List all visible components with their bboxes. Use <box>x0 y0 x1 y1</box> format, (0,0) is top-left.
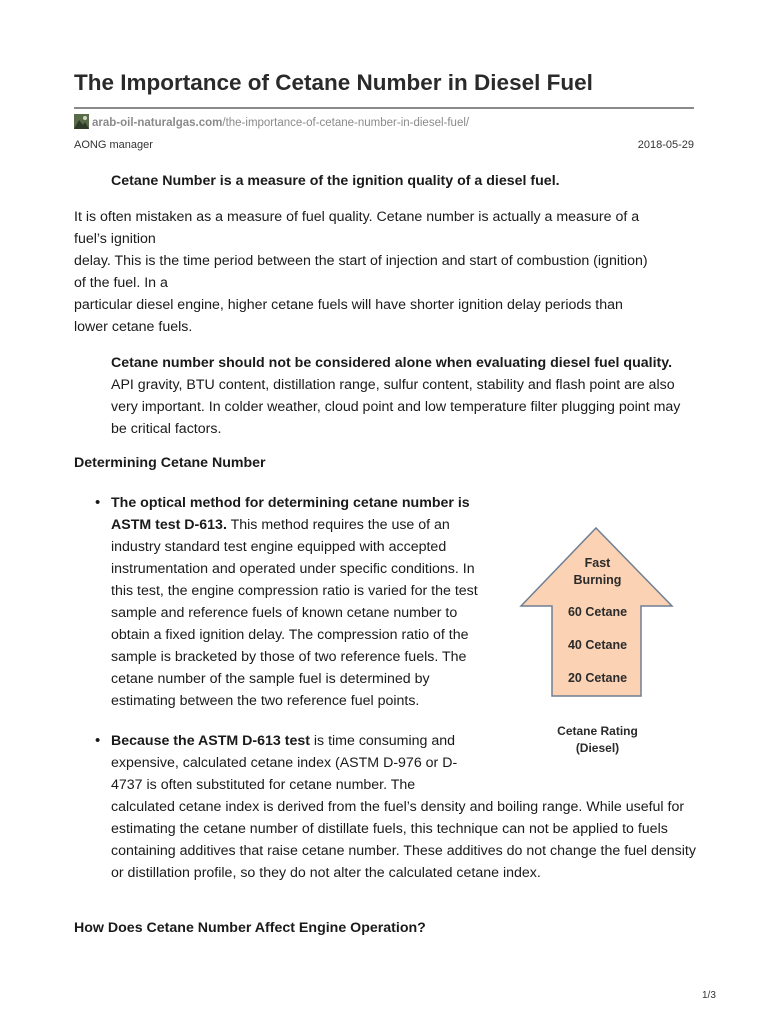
lead-paragraph: Cetane Number is a measure of the ignition quality of a diesel fuel. <box>111 173 560 189</box>
figure-label-burning: Burning <box>573 573 622 587</box>
section-heading-determining: Determining Cetane Number <box>74 455 266 471</box>
bullet-text: This method requires the use of an industry standard test engine equipped with accepted instrumentation and operated under specific conditions. In this test, the engine compression ratio is varied for the test sample and reference fuels of known cetane number to obtain a fixed ignition delay. The compression ratio of the sample is bracketed by those of two reference fuels. The cetane number of the sample fuel is determined by estimating between the two reference fuel points. <box>111 517 478 709</box>
quality-paragraph-text: API gravity, BTU content, distillation range, sulfur content, stability and flash point are also very important. In colder weather, cloud point and low temperature filter plugging point may be critical factors. <box>111 377 681 437</box>
figure-level-60: 60 Cetane <box>567 605 628 619</box>
intro-paragraph <box>74 206 694 338</box>
title-divider <box>74 107 694 109</box>
bullet-item-calculated-index <box>111 730 481 796</box>
publish-date: 2018-05-29 <box>637 139 694 151</box>
bullet-bold: Because the ASTM D-613 test <box>111 733 310 749</box>
bullet-item-optical-method <box>111 492 481 712</box>
intro-line: It is often mistaken as a measure of fuel quality. Cetane number is actually a measure of a <box>74 209 640 225</box>
intro-line: delay. This is the time period between the start of injection and start of combustion (ignition) <box>74 253 648 269</box>
cetane-rating-figure <box>515 520 680 765</box>
site-favicon-icon <box>74 114 89 129</box>
bullet-bold: The optical method for determining cetane number is ASTM test D-613. <box>111 495 470 533</box>
bullet-marker: • <box>95 494 101 511</box>
figure-caption-sub: (Diesel) <box>575 741 620 755</box>
figure-level-20: 20 Cetane <box>567 671 628 685</box>
intro-line: fuel’s ignition <box>74 231 156 247</box>
bullet-continuation: calculated cetane index is derived from the fuel’s density and boiling range. While useful for estimating the cetane number of distillate fuels, this technique can not be applied to fuels containing additives that raise cetane number. These additives do not change the fuel density or distillation profile, so they do not alter the calculated cetane index. <box>111 799 696 881</box>
author: AONG manager <box>74 139 153 151</box>
source-line <box>74 114 469 129</box>
intro-line: of the fuel. In a <box>74 275 168 291</box>
quality-paragraph <box>111 352 696 440</box>
figure-level-40: 40 Cetane <box>567 638 628 652</box>
figure-caption: Cetane Rating <box>557 724 638 738</box>
intro-line: particular diesel engine, higher cetane fuels will have shorter ignition delay periods than <box>74 297 623 313</box>
section-heading-engine-operation: How Does Cetane Number Affect Engine Operation? <box>74 920 426 936</box>
quality-paragraph-bold: Cetane number should not be considered alone when evaluating diesel fuel quality. <box>111 355 673 371</box>
bullet-marker: • <box>95 732 101 749</box>
bullet-text: is time consuming and expensive, calculated cetane index (ASTM D-976 or D-4737 is often substituted for cetane number. The <box>111 733 458 793</box>
intro-line: lower cetane fuels. <box>74 319 193 335</box>
figure-label-fast: Fast <box>584 556 611 570</box>
source-domain-link[interactable]: arab-oil-naturalgas.com <box>92 117 223 129</box>
page-number: 1/3 <box>702 990 716 1001</box>
page-title: The Importance of Cetane Number in Diesel Fuel <box>74 70 593 95</box>
source-path-link[interactable]: /the-importance-of-cetane-number-in-diesel-fuel/ <box>222 117 470 129</box>
